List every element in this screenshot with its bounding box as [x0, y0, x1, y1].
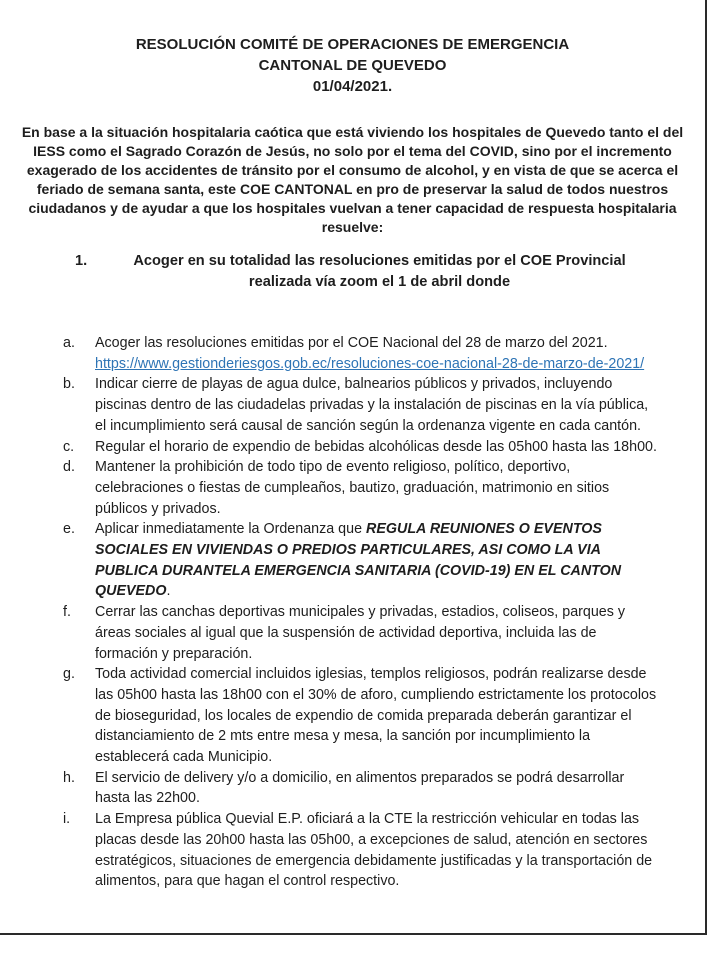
- list-item-letter: i.: [63, 811, 71, 828]
- list-item-letter: h.: [63, 769, 75, 786]
- intro-paragraph: En base a la situación hospitalaria caótica que está viviendo los hospitales de Quevedo tanto el del IESS como el Sagrado Corazón de Jesús, no solo por el tema del COVID, sino por el incremento exagerado de los accidentes de tránsito por el consumo de alcohol, y en vista de que se acerca el feriado de semana santa, este COE CANTONAL en pro de preservar la salud de todos nuestros ciudadanos y de ayudar a que los hospitales vuelvan a tener capacidad de respuesta hospitalaria resuelve:: [21, 124, 684, 235]
- list-item-e-suffix: .: [166, 583, 171, 600]
- resolution-heading: [0, 251, 705, 293]
- list-item-text: [95, 519, 660, 602]
- list-item-letter: a.: [63, 335, 75, 351]
- list-item-letter: c.: [63, 438, 75, 455]
- list-item-text: Regular el horario de expendio de bebidas alcohólicas desde las 05h00 hasta las 18h00.: [95, 438, 657, 455]
- list-item-text: Mantener la prohibición de todo tipo de evento religioso, político, deportivo, celebraciones o fiestas de cumpleaños, bautizo, graduación, matrimonio en sitios públicos y privados.: [95, 459, 610, 517]
- ordinance-name-emphasis: REGULA REUNIONES O EVENTOS SOCIALES EN VIVIENDAS O PREDIOS PARTICULARES, ASI COMO LA VIA PUBLICA DURANTELA EMERGENCIA SANITARIA (COVID-19) EN EL CANTON QUEVEDO: [95, 521, 622, 600]
- list-item-text: [95, 333, 660, 374]
- list-item-text: Toda actividad comercial incluidos iglesias, templos religiosos, podrán realizarse desde las 05h00 hasta las 18h00 con el 30% de aforo, cumpliendo estrictamente los protocolos de bioseguridad, los locales de expendio de comida preparada deberán garantizar el distanciamiento de 2 mts entre mesa y mesa, la sanción por incumplimiento la establecerá cada Municipio.: [95, 666, 657, 766]
- resolution-text: Acoger en su totalidad las resoluciones emitidas por el COE Provincial realizada vía zoom el 1 de abril donde: [133, 253, 626, 290]
- list-item-i: [63, 809, 660, 892]
- list-item-letter: d.: [63, 459, 75, 476]
- document-title-line-1: RESOLUCIÓN COMITÉ DE OPERACIONES DE EMERGENCIA: [135, 36, 570, 53]
- list-item-letter: g.: [63, 666, 75, 683]
- document-title: [0, 0, 705, 97]
- list-item-b: [63, 374, 660, 436]
- document-title-line-2: CANTONAL DE QUEVEDO: [258, 57, 447, 74]
- list-item-f: [63, 602, 660, 664]
- document-date: 01/04/2021.: [312, 78, 393, 95]
- list-item-letter: b.: [63, 376, 75, 393]
- resolution-number: 1.: [75, 253, 88, 269]
- coe-nacional-link[interactable]: https://www.gestionderiesgos.gob.ec/resoluciones-coe-nacional-28-de-marzo-de-2021/: [95, 355, 645, 372]
- list-item-letter: f.: [63, 604, 71, 621]
- list-item-text: La Empresa pública Quevial E.P. oficiará a la CTE la restricción vehicular en todas las placas desde las 20h00 hasta las 05h00, a excepciones de salud, atención en sectores estratégicos, situaciones de emergencia debidamente justificadas y la transportación de alimentos, para que hagan el control respectivo.: [95, 811, 653, 890]
- list-item-h: [63, 768, 660, 809]
- list-item-text: El servicio de delivery y/o a domicilio, en alimentos preparados se podrá desarrollar hasta las 22h00.: [95, 769, 625, 807]
- list-item-d: [63, 457, 660, 519]
- list-item-letter: e.: [63, 521, 75, 538]
- list-item-text: Indicar cierre de playas de agua dulce, balnearios públicos y privados, incluyendo piscinas dentro de las ciudadelas privadas y la instalación de piscinas en la vía pública, el incumplimiento será causal de sanción según la ordenanza vigente en cada cantón.: [95, 376, 649, 434]
- list-item-a-text: Acoger las resoluciones emitidas por el COE Nacional del 28 de marzo del 2021.: [95, 335, 608, 351]
- list-item-e-prefix: Aplicar inmediatamente la Ordenanza que: [95, 521, 367, 538]
- list-item-c: [63, 437, 660, 458]
- resolution-sub-list: [0, 333, 705, 892]
- list-item-text: Cerrar las canchas deportivas municipales y privadas, estadios, coliseos, parques y áreas sociales al igual que la suspensión de actividad deportiva, incluida las de formación y preparación.: [95, 604, 626, 662]
- list-item-a: [63, 333, 660, 374]
- list-item-g: [63, 664, 660, 768]
- list-item-e: [63, 519, 660, 602]
